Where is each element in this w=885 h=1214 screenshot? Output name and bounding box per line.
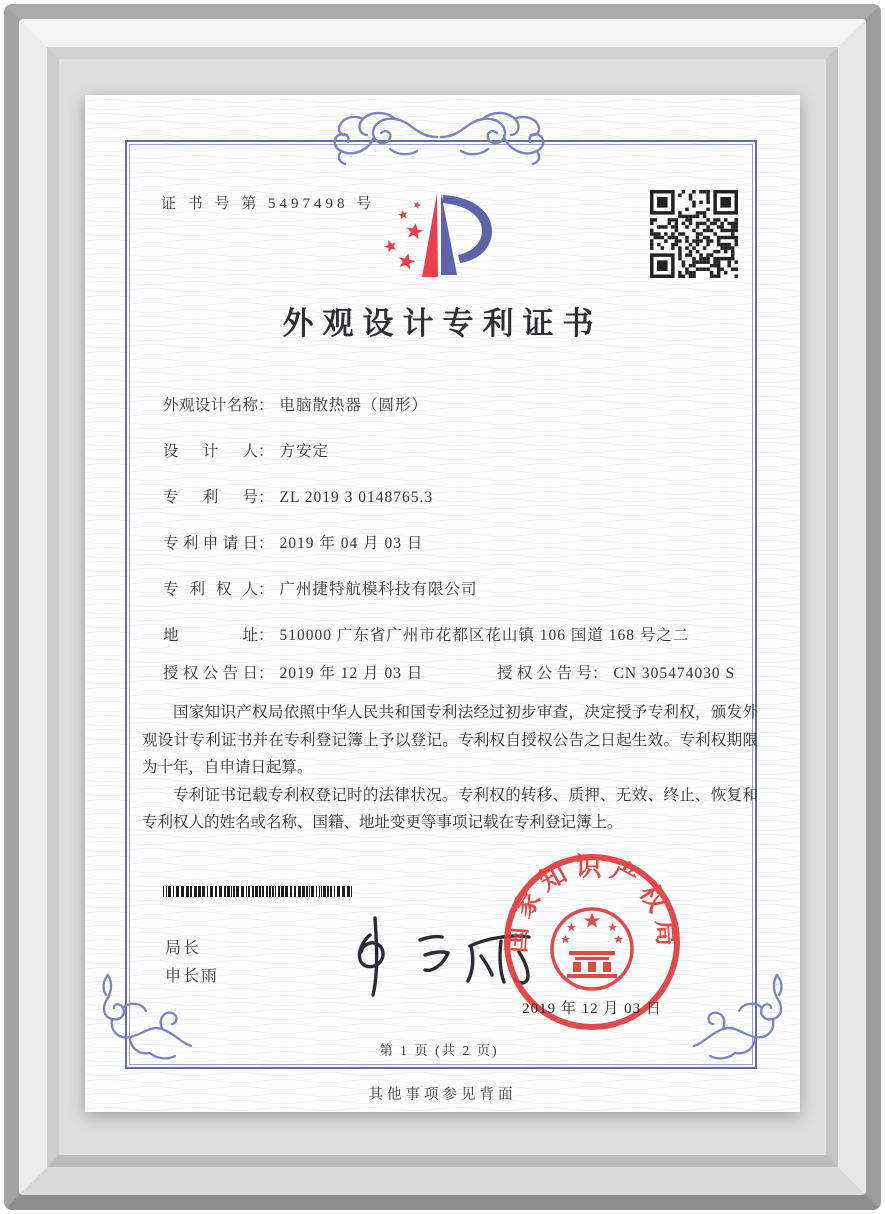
colon: ： <box>258 397 274 414</box>
grant-date-value: 2019 年 12 月 03 日 <box>279 665 424 682</box>
certificate-body <box>142 699 758 837</box>
field-row <box>163 625 750 647</box>
field-value: 510000 广东省广州市花都区花山镇 106 国道 168 号之二 <box>279 627 690 644</box>
certificate-number: 证 书 号 第 5497498 号 <box>161 196 376 212</box>
colon: ： <box>258 535 274 552</box>
top-center-flourish-ornament <box>329 109 549 165</box>
grant-number-value: CN 305474030 S <box>613 665 736 682</box>
colon: ： <box>258 581 274 598</box>
field-row <box>163 579 750 601</box>
colon: ： <box>258 665 274 682</box>
field-value: 电脑散热器（圆形） <box>279 397 429 414</box>
certificate-paper <box>85 95 800 1112</box>
barcode <box>163 886 355 897</box>
field-row <box>163 533 750 555</box>
body-paragraph: 专利证书记载专利权登记时的法律状况。专利权的转移、质押、无效、终止、恢复和专利权人的姓名或名称、国籍、地址变更等事项记载在专利登记簿上。 <box>142 786 758 831</box>
field-label: 设计人 <box>163 443 258 460</box>
field-row <box>163 487 750 509</box>
certificate-fields <box>163 395 750 671</box>
back-note: 其他事项参见背面 <box>368 1087 517 1103</box>
field-value: 方安定 <box>279 443 330 460</box>
seal-date: 2019 年 12 月 03 日 <box>522 1001 662 1017</box>
national-emblem-icon <box>552 909 632 989</box>
cnipa-logo-icon <box>380 185 505 285</box>
grant-announcement-row <box>163 663 736 685</box>
field-label: 地址 <box>163 627 258 644</box>
field-row <box>163 441 750 463</box>
field-label: 专利权人 <box>163 581 258 598</box>
signer-title: 局长 <box>165 940 202 957</box>
seal-text: 国家知识产权局 <box>502 852 682 954</box>
field-label: 专利号 <box>163 489 258 506</box>
signer-name: 申长雨 <box>165 968 220 985</box>
colon: ： <box>258 627 274 644</box>
field-row <box>163 395 750 417</box>
field-label: 外观设计名称 <box>163 397 258 414</box>
grant-number-label: 授权公告号 <box>497 665 592 682</box>
field-value: 2019 年 04 月 03 日 <box>279 535 424 552</box>
colon: ： <box>258 443 274 460</box>
field-label: 专利申请日 <box>163 535 258 552</box>
field-value: 广州捷特航模科技有限公司 <box>279 581 478 598</box>
body-paragraph: 国家知识产权局依照中华人民共和国专利法经过初步审查，决定授予专利权，颁发外观设计专利证书并在专利登记簿上予以登记。专利权自授权公告之日起生效。专利权期限为十年，自申请日起算。 <box>142 704 758 776</box>
field-value: ZL 2019 3 0148765.3 <box>279 489 434 506</box>
qr-code <box>650 190 738 278</box>
grant-date-label: 授权公告日 <box>163 665 258 682</box>
colon: ： <box>258 489 274 506</box>
page-info: 第 1 页 (共 2 页) <box>379 1043 499 1058</box>
svg-text:国家知识产权局 <box>502 852 682 953</box>
colon: ： <box>592 665 608 682</box>
certificate-title: 外观设计专利证书 <box>282 306 603 341</box>
